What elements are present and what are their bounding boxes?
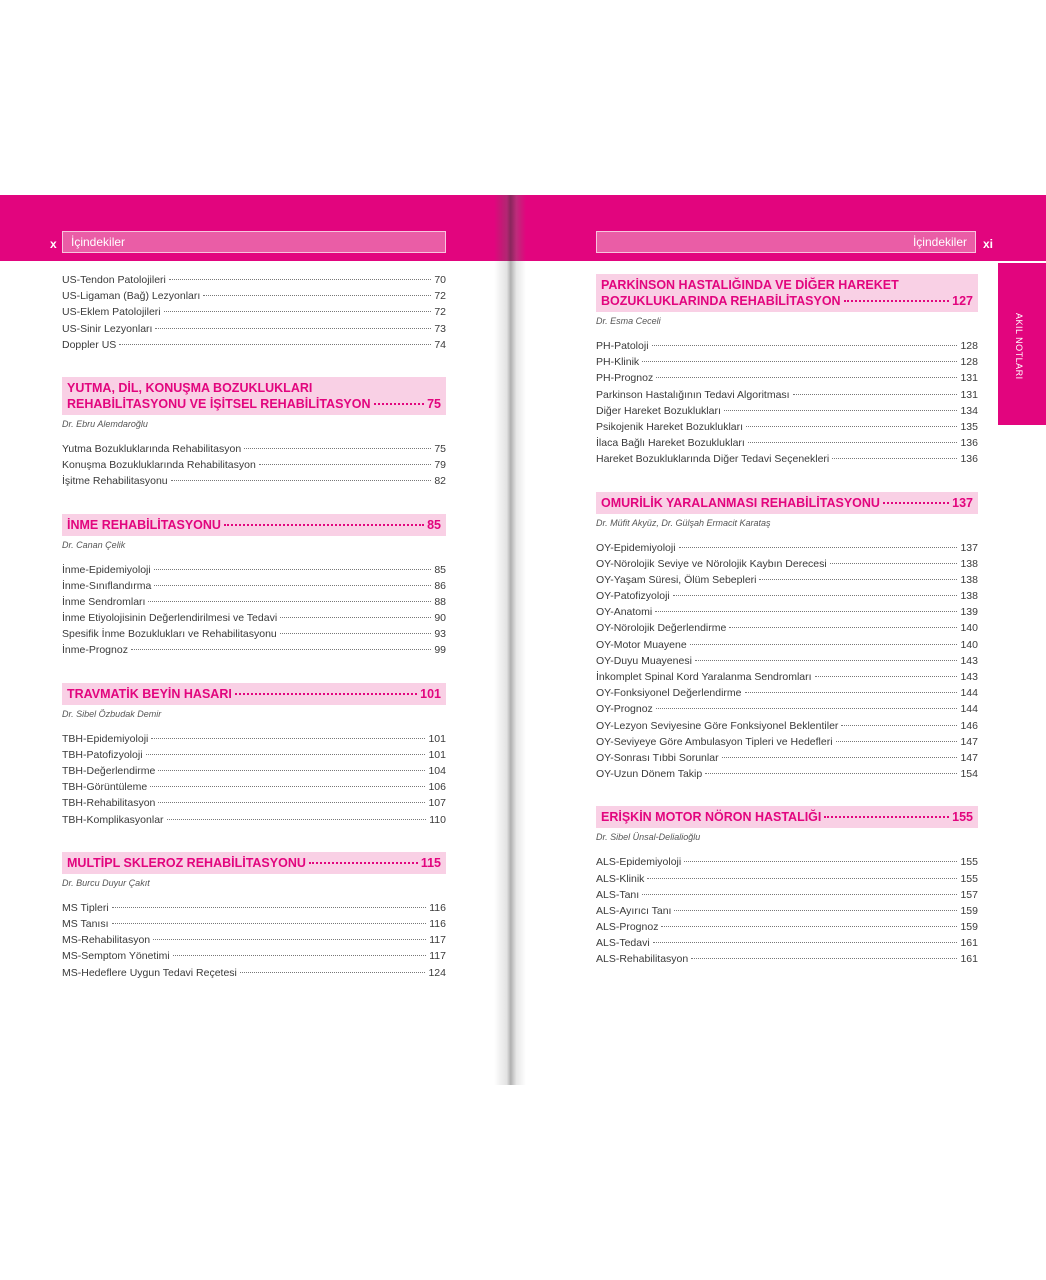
- toc-entry-title: OY-Fonksiyonel Değerlendirme: [596, 687, 742, 700]
- toc-entry-page: 138: [960, 590, 978, 603]
- section-author: Dr. Sibel Ünsal-Delialioğlu: [596, 832, 701, 843]
- toc-entry-title: TBH-Komplikasyonlar: [62, 813, 164, 826]
- toc-entry: [596, 736, 978, 752]
- toc-entry-title: OY-Lezyon Seviyesine Göre Fonksiyonel Beklentiler: [596, 719, 839, 732]
- toc-entry: [62, 580, 446, 596]
- section-page: 75: [427, 396, 441, 411]
- book-gutter: [494, 195, 526, 1085]
- dot-leader: [724, 410, 958, 411]
- section-title-line: [67, 855, 441, 871]
- toc-entry-page: 147: [960, 735, 978, 748]
- dot-leader: [652, 345, 958, 346]
- side-tab: [998, 263, 1046, 425]
- toc-entry-page: 107: [428, 797, 446, 810]
- dot-leader: [746, 426, 957, 427]
- toc-entry-page: 157: [960, 888, 978, 901]
- dot-leader: [131, 649, 431, 650]
- toc-entry-page: 159: [960, 921, 978, 934]
- toc-entry: [62, 443, 446, 459]
- toc-entry: [62, 781, 446, 797]
- book-spread: [0, 195, 1046, 1085]
- dot-leader: [244, 448, 431, 449]
- dot-leader: [374, 403, 425, 405]
- toc-entry-title: Konuşma Bozukluklarında Rehabilitasyon: [62, 459, 256, 472]
- toc-entry-title: US-Ligaman (Bağ) Lezyonları: [62, 290, 201, 303]
- toc-entry: [62, 290, 446, 306]
- toc-entry-page: 134: [960, 404, 978, 417]
- dot-leader: [280, 617, 431, 618]
- toc-entry-title: ALS-Epidemiyoloji: [596, 856, 682, 869]
- section-page: 127: [952, 294, 973, 308]
- toc-entry: [596, 655, 978, 671]
- dot-leader: [642, 894, 957, 895]
- dot-leader: [171, 480, 432, 481]
- section-author: Dr. Sibel Özbudak Demir: [62, 708, 162, 719]
- toc-entry-page: 128: [960, 340, 978, 352]
- left-toc-column: [62, 274, 446, 983]
- section-title: ERİŞKİN MOTOR NÖRON HASTALIĞI: [601, 810, 822, 825]
- section-title: PARKİNSON HASTALIĞINDA VE DİĞER HAREKET: [601, 278, 899, 292]
- dot-leader: [832, 458, 957, 459]
- toc-entry-page: 72: [434, 306, 446, 319]
- toc-entry-page: 104: [428, 765, 446, 777]
- dot-leader: [695, 660, 958, 661]
- dot-leader: [690, 644, 958, 645]
- toc-entry-page: 143: [960, 654, 978, 667]
- toc-entry-page: 140: [960, 622, 978, 635]
- dot-leader: [661, 926, 957, 927]
- dot-leader: [824, 816, 949, 818]
- section-title-line: [67, 517, 441, 533]
- toc-entry-title: MS-Rehabilitasyon: [62, 934, 151, 947]
- section-page: 155: [952, 810, 973, 825]
- toc-entry-page: 85: [434, 563, 446, 576]
- dot-leader: [705, 773, 957, 774]
- dot-leader: [745, 692, 958, 693]
- toc-entry-title: OY-Motor Muayene: [596, 638, 687, 651]
- toc-entry: [62, 918, 446, 934]
- dot-leader: [155, 328, 431, 329]
- toc-entry: [62, 628, 446, 644]
- toc-entry-page: 161: [960, 937, 978, 950]
- toc-entry-page: 124: [428, 966, 446, 979]
- toc-entry-page: 90: [434, 612, 446, 625]
- dot-leader: [722, 757, 958, 758]
- toc-entry-page: 136: [960, 437, 978, 450]
- toc-entry-page: 72: [434, 290, 446, 303]
- section-heading: [62, 683, 446, 705]
- toc-entry-title: Parkinson Hastalığının Tedavi Algoritması: [596, 388, 790, 401]
- toc-entry: [596, 558, 978, 574]
- dot-leader: [259, 464, 432, 465]
- toc-entry: [62, 475, 446, 491]
- toc-entry: [596, 687, 978, 703]
- toc-entry: [596, 389, 978, 405]
- toc-entry-page: 138: [960, 573, 978, 586]
- dot-leader: [164, 311, 432, 312]
- toc-entry: [62, 274, 446, 290]
- toc-entry-title: Doppler US: [62, 338, 117, 351]
- section-author: Dr. Canan Çelik: [62, 539, 126, 550]
- toc-entry-page: 155: [960, 872, 978, 885]
- toc-entry-page: 131: [960, 372, 978, 385]
- section-heading: [596, 806, 978, 828]
- section-heading: [596, 274, 978, 312]
- toc-entry-title: MS-Hedeflere Uygun Tedavi Reçetesi: [62, 966, 237, 979]
- section-title: TRAVMATİK BEYİN HASARI: [67, 686, 232, 701]
- toc-entry-page: 88: [434, 595, 446, 608]
- toc-entry-page: 86: [434, 579, 446, 592]
- toc-entry-page: 135: [960, 420, 978, 433]
- toc-entry: [62, 339, 446, 355]
- dot-leader: [154, 569, 432, 570]
- section-title-line: [67, 686, 441, 702]
- dot-leader: [112, 923, 427, 924]
- toc-entry: [596, 856, 978, 872]
- toc-entry-title: ALS-Prognoz: [596, 921, 659, 934]
- toc-entry: [62, 459, 446, 475]
- toc-entry-page: 101: [428, 732, 446, 745]
- dot-leader: [656, 708, 958, 709]
- toc-entry: [596, 937, 978, 953]
- dot-leader: [844, 300, 950, 302]
- section-title: REHABİLİTASYONU VE İŞİTSEL REHABİLİTASYON: [67, 396, 371, 411]
- toc-entry: [62, 814, 446, 830]
- toc-entry-title: OY-Epidemiyoloji: [596, 541, 676, 554]
- toc-entry: [62, 765, 446, 781]
- toc-entry: [596, 372, 978, 388]
- toc-entry-title: ALS-Ayırıcı Tanı: [596, 904, 672, 917]
- toc-entry-page: 137: [960, 541, 978, 554]
- dot-leader: [112, 907, 427, 908]
- section-title-line: [67, 396, 441, 412]
- toc-entry-page: 74: [434, 338, 446, 351]
- section-page: 85: [427, 517, 441, 532]
- toc-entry-title: Spesifik İnme Bozuklukları ve Rehabilitasyonu: [62, 628, 277, 641]
- section-heading: [62, 514, 446, 536]
- dot-leader: [240, 972, 426, 973]
- toc-entry-title: TBH-Görüntüleme: [62, 781, 148, 794]
- toc-entry: [62, 967, 446, 983]
- toc-entry: [596, 405, 978, 421]
- toc-entry-title: US-Sinir Lezyonları: [62, 322, 153, 335]
- toc-entry: [596, 421, 978, 437]
- toc-entry-title: OY-Yaşam Süresi, Ölüm Sebepleri: [596, 573, 757, 586]
- dot-leader: [151, 738, 425, 739]
- toc-entry-page: 144: [960, 687, 978, 700]
- toc-entry-title: US-Tendon Patolojileri: [62, 274, 166, 286]
- toc-entry: [62, 950, 446, 966]
- section-title-line: [601, 809, 973, 825]
- section-heading: [62, 377, 446, 415]
- toc-entry-page: 75: [434, 442, 446, 455]
- toc-entry: [596, 873, 978, 889]
- left-running-header: İçindekiler: [62, 231, 446, 253]
- dot-leader: [119, 344, 431, 345]
- toc-entry-page: 138: [960, 557, 978, 570]
- toc-entry: [596, 574, 978, 590]
- dot-leader: [647, 878, 957, 879]
- side-tab-label: AKIL NOTLARI: [1014, 313, 1024, 380]
- dot-leader: [729, 627, 957, 628]
- section-page: 137: [952, 495, 973, 510]
- toc-entry-page: 143: [960, 671, 978, 683]
- toc-entry: [62, 564, 446, 580]
- toc-entry-title: OY-Patofizyoloji: [596, 590, 670, 603]
- toc-entry-title: ALS-Rehabilitasyon: [596, 953, 689, 966]
- toc-entry-page: 110: [429, 813, 446, 826]
- toc-entry-title: İnme Etiyolojisinin Değerlendirilmesi ve Tedavi: [62, 612, 278, 625]
- toc-entry-page: 139: [960, 606, 978, 619]
- section-heading: [596, 492, 978, 514]
- toc-entry-title: PH-Prognoz: [596, 372, 654, 385]
- toc-entry-title: İnme-Epidemiyoloji: [62, 563, 151, 576]
- toc-entry-page: 73: [434, 322, 446, 335]
- toc-entry-page: 116: [429, 917, 446, 930]
- toc-entry-title: PH-Klinik: [596, 356, 640, 369]
- section-title: YUTMA, DİL, KONUŞMA BOZUKLUKLARI: [67, 380, 313, 395]
- toc-entry-title: OY-Uzun Dönem Takip: [596, 768, 703, 781]
- section-title: MULTİPL SKLEROZ REHABİLİTASYONU: [67, 855, 306, 870]
- toc-entry: [596, 453, 978, 469]
- toc-entry: [596, 921, 978, 937]
- toc-entry: [62, 644, 446, 660]
- toc-entry-title: MS Tanısı: [62, 917, 109, 930]
- toc-entry: [62, 596, 446, 612]
- dot-leader: [830, 563, 958, 564]
- toc-entry: [596, 703, 978, 719]
- dot-leader: [235, 693, 417, 695]
- dot-leader: [150, 786, 425, 787]
- dot-leader: [154, 585, 431, 586]
- toc-entry-page: 144: [960, 703, 978, 716]
- dot-leader: [642, 361, 957, 362]
- toc-entry-title: PH-Patoloji: [596, 340, 649, 352]
- section-title-line: [601, 277, 973, 293]
- dot-leader: [280, 633, 432, 634]
- dot-leader: [691, 958, 957, 959]
- dot-leader: [793, 394, 958, 395]
- toc-entry: [596, 590, 978, 606]
- dot-leader: [883, 502, 949, 504]
- toc-entry-title: ALS-Tedavi: [596, 937, 650, 950]
- toc-entry-title: OY-Nörolojik Değerlendirme: [596, 622, 727, 635]
- toc-entry-title: İnme-Prognoz: [62, 644, 128, 657]
- toc-entry: [62, 797, 446, 813]
- dot-leader: [653, 942, 958, 943]
- toc-entry-page: 161: [960, 953, 978, 966]
- toc-entry-page: 117: [429, 934, 446, 947]
- dot-leader: [836, 741, 958, 742]
- section-heading: [62, 852, 446, 874]
- dot-leader: [841, 725, 957, 726]
- toc-entry: [596, 356, 978, 372]
- toc-entry-title: OY-Anatomi: [596, 606, 653, 619]
- dot-leader: [153, 939, 426, 940]
- toc-entry-title: Diğer Hareket Bozuklukları: [596, 404, 721, 417]
- section-title-line: [601, 293, 973, 309]
- toc-entry-page: 79: [434, 459, 446, 472]
- toc-entry-title: Hareket Bozukluklarında Diğer Tedavi Seçenekleri: [596, 453, 830, 466]
- section-title-line: [601, 495, 973, 511]
- dot-leader: [203, 295, 431, 296]
- section-title: OMURİLİK YARALANMASI REHABİLİTASYONU: [601, 495, 880, 510]
- section-author: Dr. Ebru Alemdaroğlu: [62, 418, 148, 429]
- toc-entry: [596, 953, 978, 969]
- toc-entry: [596, 752, 978, 768]
- dot-leader: [146, 754, 426, 755]
- dot-leader: [815, 676, 958, 677]
- toc-entry-title: TBH-Patofizyoloji: [62, 748, 143, 761]
- dot-leader: [158, 770, 425, 771]
- toc-entry-title: TBH-Değerlendirme: [62, 765, 156, 777]
- toc-entry: [596, 639, 978, 655]
- section-page: 115: [420, 855, 441, 870]
- toc-entry: [62, 733, 446, 749]
- toc-entry: [596, 622, 978, 638]
- toc-entry: [596, 720, 978, 736]
- dot-leader: [759, 579, 957, 580]
- toc-entry-title: OY-Sonrası Tıbbi Sorunlar: [596, 751, 719, 764]
- toc-entry-page: 70: [434, 274, 446, 286]
- toc-entry-page: 140: [960, 638, 978, 651]
- toc-entry: [62, 902, 446, 918]
- section-title: İNME REHABİLİTASYONU: [67, 517, 221, 532]
- toc-entry-title: ALS-Klinik: [596, 872, 645, 885]
- toc-entry-title: İnme Sendromları: [62, 595, 146, 608]
- toc-entry-page: 128: [960, 356, 978, 369]
- dot-leader: [167, 819, 427, 820]
- dot-leader: [309, 862, 418, 864]
- section-author: Dr. Burcu Duyur Çakıt: [62, 877, 150, 888]
- section-author: Dr. Müfit Akyüz, Dr. Gülşah Ermacit Karataş: [596, 517, 771, 528]
- dot-leader: [173, 955, 426, 956]
- toc-entry-title: TBH-Epidemiyoloji: [62, 732, 149, 745]
- toc-entry: [62, 612, 446, 628]
- section-page: 101: [420, 686, 441, 701]
- dot-leader: [656, 377, 957, 378]
- toc-entry: [62, 749, 446, 765]
- dot-leader: [674, 910, 957, 911]
- toc-entry-page: 101: [428, 748, 446, 761]
- left-page-number: x: [50, 237, 57, 251]
- toc-entry: [62, 306, 446, 322]
- dot-leader: [224, 524, 424, 526]
- dot-leader: [748, 442, 958, 443]
- section-title-line: [67, 380, 441, 396]
- toc-entry-title: OY-Seviyeye Göre Ambulasyon Tipleri ve Hedefleri: [596, 735, 833, 748]
- dot-leader: [684, 861, 957, 862]
- toc-entry-title: Yutma Bozukluklarında Rehabilitasyon: [62, 442, 242, 455]
- section-title: BOZUKLUKLARINDA REHABİLİTASYON: [601, 294, 841, 308]
- dot-leader: [158, 802, 425, 803]
- toc-entry: [62, 934, 446, 950]
- toc-entry-page: 93: [434, 628, 446, 641]
- toc-entry-page: 106: [428, 781, 446, 794]
- toc-entry-page: 136: [960, 453, 978, 466]
- toc-entry: [62, 323, 446, 339]
- toc-entry-title: OY-Nörolojik Seviye ve Nörolojik Kaybın Derecesi: [596, 557, 827, 570]
- toc-entry-title: İnkomplet Spinal Kord Yaralanma Sendromları: [596, 671, 812, 683]
- toc-entry-title: OY-Prognoz: [596, 703, 653, 716]
- toc-entry-title: MS-Semptom Yönetimi: [62, 950, 170, 963]
- toc-entry-page: 159: [960, 904, 978, 917]
- toc-entry-page: 116: [429, 901, 446, 914]
- right-running-header: İçindekiler: [596, 231, 976, 253]
- dot-leader: [169, 279, 431, 280]
- toc-entry-page: 82: [434, 475, 446, 488]
- toc-entry-title: İlaca Bağlı Hareket Bozuklukları: [596, 437, 745, 450]
- toc-entry: [596, 671, 978, 687]
- toc-entry-title: MS Tipleri: [62, 901, 109, 914]
- toc-entry: [596, 437, 978, 453]
- toc-entry-page: 147: [960, 751, 978, 764]
- toc-entry-title: İşitme Rehabilitasyonu: [62, 475, 168, 488]
- toc-entry-page: 117: [429, 950, 446, 963]
- dot-leader: [148, 601, 431, 602]
- toc-entry-title: ALS-Tanı: [596, 888, 640, 901]
- toc-entry-title: OY-Duyu Muayenesi: [596, 654, 692, 667]
- toc-entry: [596, 340, 978, 356]
- toc-entry-title: US-Eklem Patolojileri: [62, 306, 161, 319]
- right-page-number: xi: [983, 237, 994, 251]
- dot-leader: [679, 547, 958, 548]
- toc-entry-title: Psikojenik Hareket Bozuklukları: [596, 420, 744, 433]
- toc-entry-page: 131: [960, 388, 978, 401]
- toc-entry: [596, 768, 978, 784]
- toc-entry: [596, 889, 978, 905]
- toc-entry: [596, 542, 978, 558]
- toc-entry-title: İnme-Sınıflandırma: [62, 579, 152, 592]
- toc-entry-page: 154: [960, 768, 978, 781]
- toc-entry-page: 99: [434, 644, 446, 657]
- dot-leader: [673, 595, 958, 596]
- right-toc-column: [596, 274, 978, 970]
- section-author: Dr. Esma Ceceli: [596, 316, 661, 326]
- toc-entry-page: 155: [960, 856, 978, 869]
- toc-entry: [596, 905, 978, 921]
- toc-entry-title: TBH-Rehabilitasyon: [62, 797, 156, 810]
- dot-leader: [655, 611, 957, 612]
- toc-entry: [596, 606, 978, 622]
- toc-entry-page: 146: [960, 719, 978, 732]
